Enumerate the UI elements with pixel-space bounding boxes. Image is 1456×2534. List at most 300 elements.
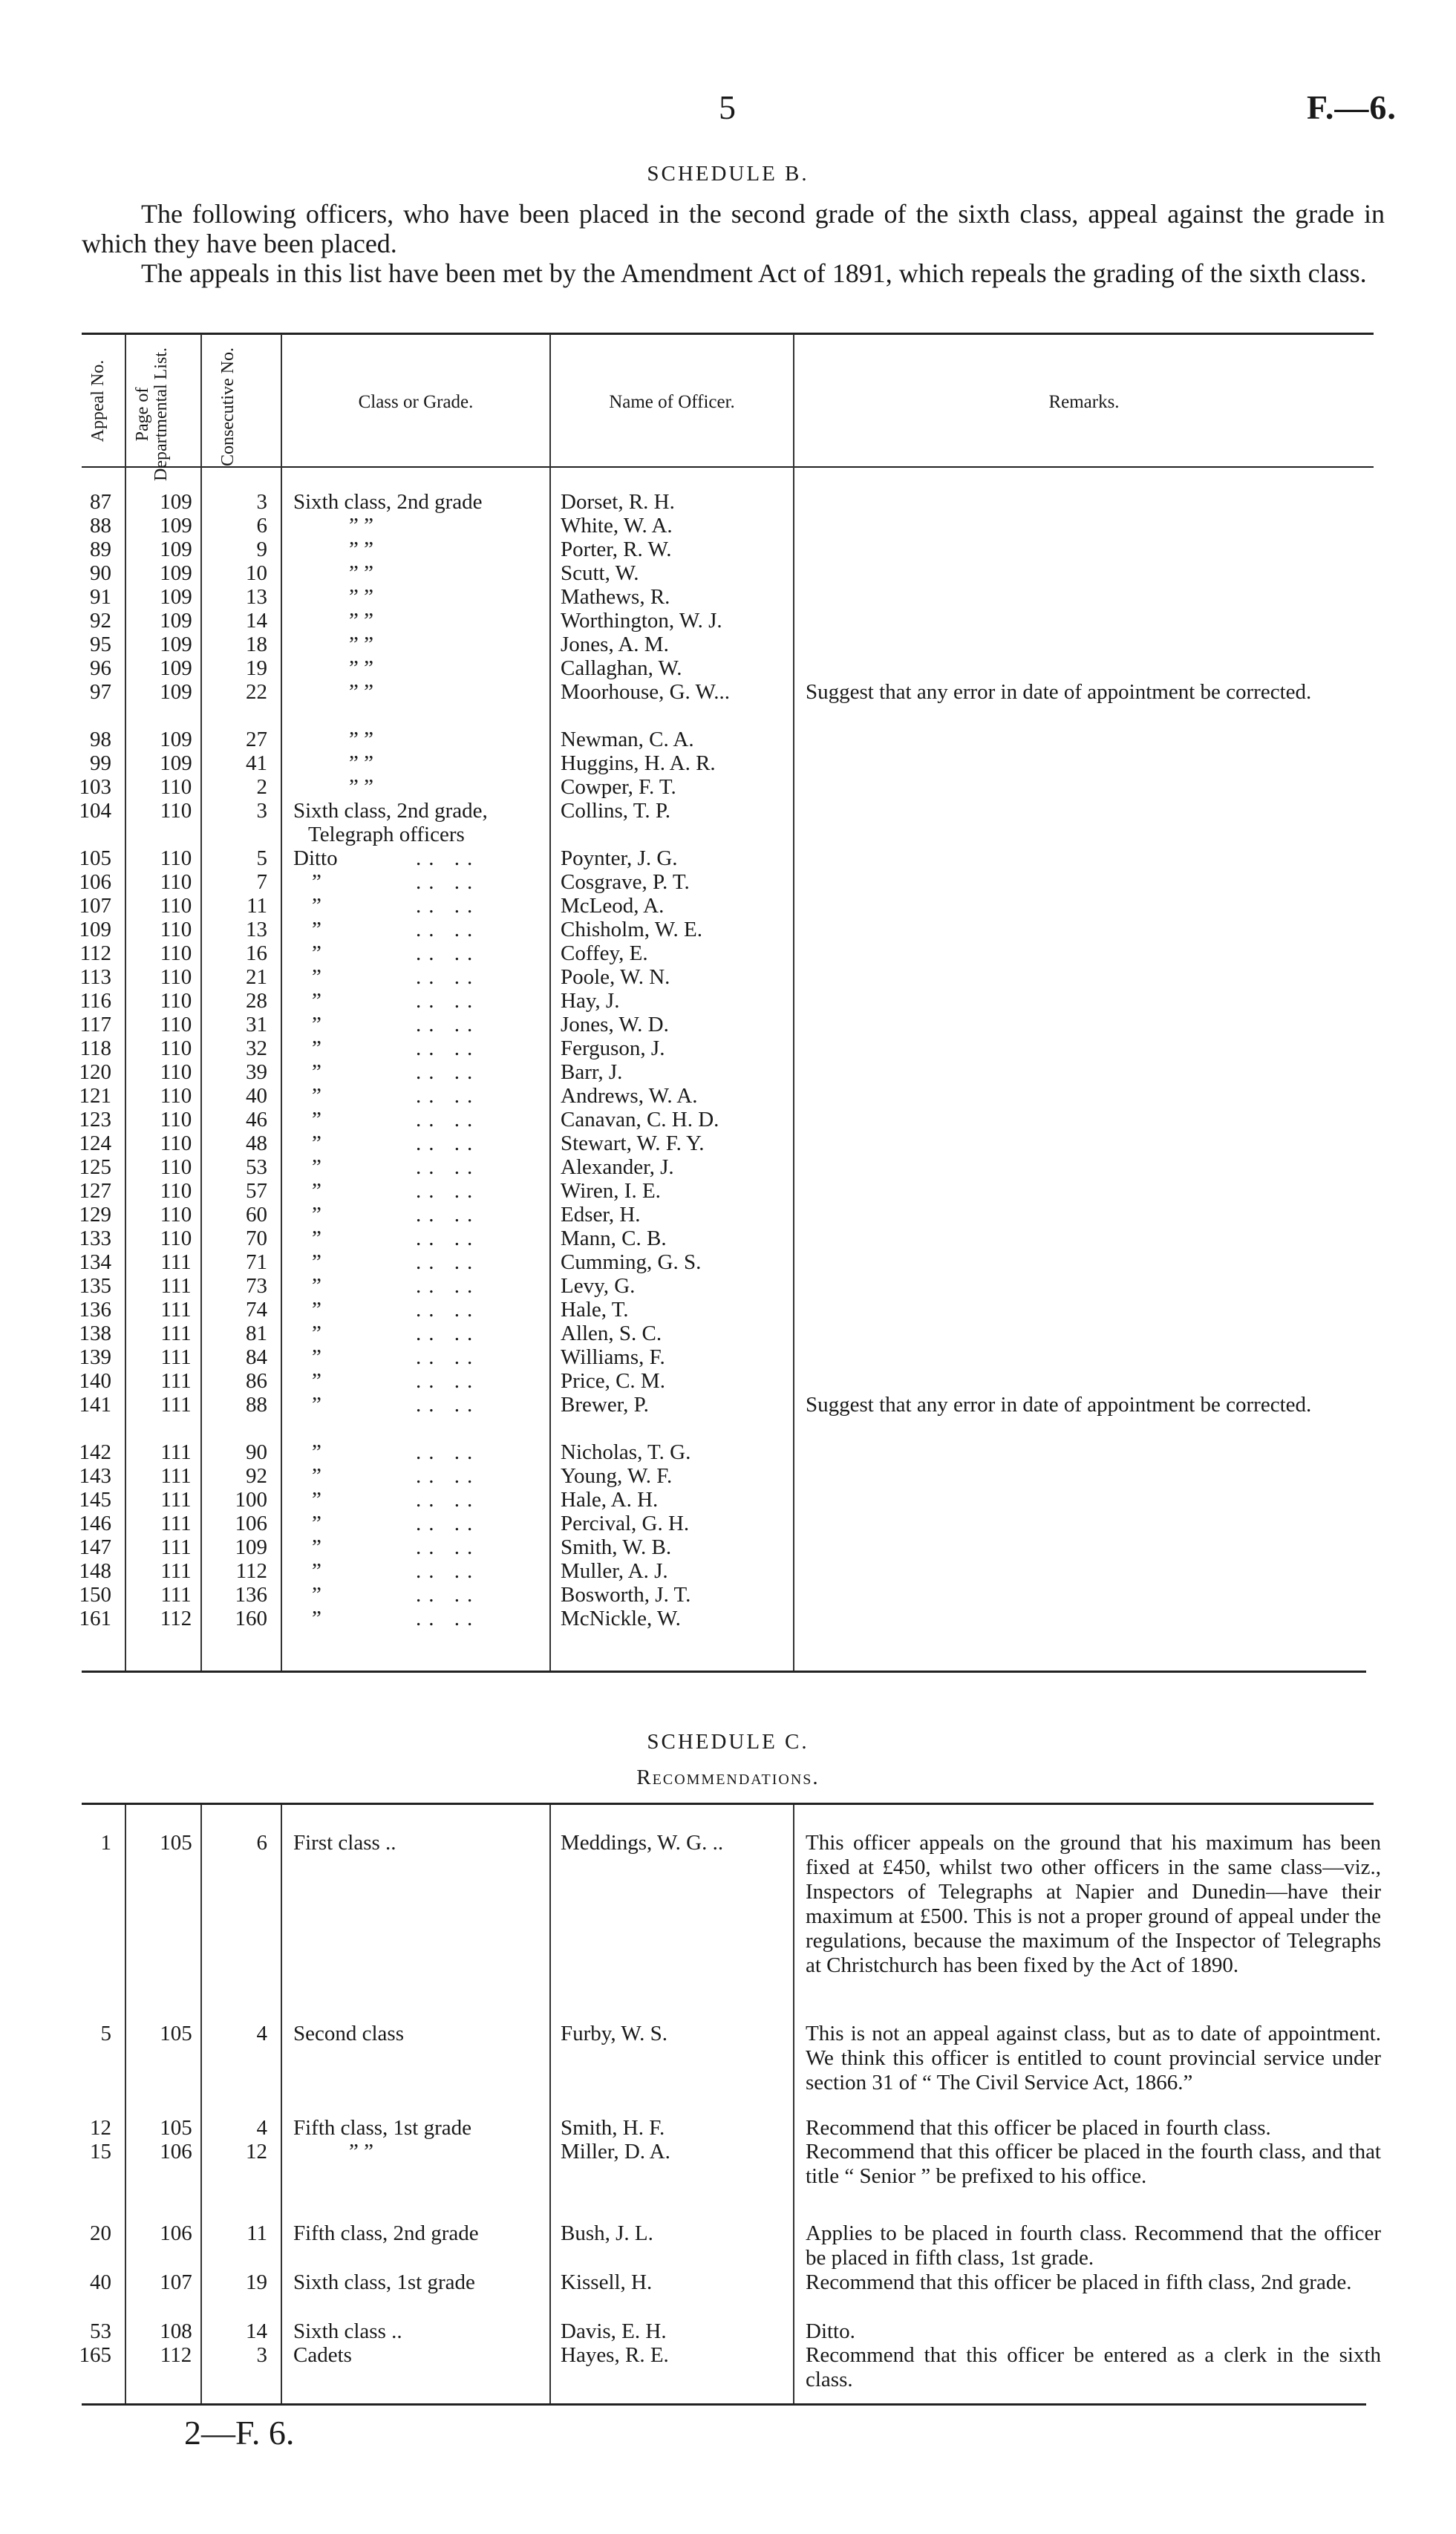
leader-dots: .. .. <box>416 894 480 918</box>
class-grade: ” <box>312 1464 321 1488</box>
appeal-number: 150 <box>79 1583 111 1607</box>
leader-dots: .. .. <box>416 1155 480 1179</box>
class-grade: Fifth class, 2nd grade <box>293 2221 479 2245</box>
officer-name: Jones, W. D. <box>561 1013 669 1036</box>
table-row <box>0 609 1456 633</box>
class-grade: Ditto <box>293 846 338 870</box>
leader-dots: .. .. <box>416 1060 480 1084</box>
page-of-list: 107 <box>160 2270 192 2294</box>
leader-dots: .. .. <box>416 1512 480 1535</box>
appeal-number: 140 <box>79 1369 111 1393</box>
page-of-list: 111 <box>160 1464 192 1488</box>
appeal-number: 88 <box>90 514 111 538</box>
officer-name: Muller, A. J. <box>561 1559 668 1583</box>
appeal-number: 139 <box>79 1345 111 1369</box>
col-divider <box>793 1805 794 2403</box>
consecutive-number: 84 <box>246 1345 267 1369</box>
page-of-list: 111 <box>160 1250 192 1274</box>
remarks-text: This officer appeals on the ground that his maximum has been fixed at £450, whilst two other officers in the same class—viz., Inspectors of Telegraphs at Napier and Dunedin—have their maximum at £500. This is not a proper ground of appeal under the regulations, because the maximum of the Inspector of Telegraphs at Christchurch has been fixed by the Act of 1890. <box>806 1831 1381 1977</box>
consecutive-number: 4 <box>256 2022 267 2045</box>
class-grade: ” <box>312 894 321 918</box>
page-of-list: 110 <box>160 1013 192 1036</box>
class-grade: ” <box>312 941 321 965</box>
page-of-list: 112 <box>160 2343 192 2367</box>
officer-name: McNickle, W. <box>561 1607 681 1630</box>
col-divider <box>200 1805 202 2403</box>
class-grade: ” ” <box>349 585 373 609</box>
page-of-list: 108 <box>160 2319 192 2343</box>
consecutive-number: 13 <box>246 918 267 941</box>
class-grade: Cadets <box>293 2343 352 2367</box>
appeal-number: 109 <box>79 918 111 941</box>
appeal-number: 91 <box>90 585 111 609</box>
consecutive-number: 71 <box>246 1250 267 1274</box>
page-of-list: 109 <box>160 751 192 775</box>
officer-name: Callaghan, W. <box>561 656 682 680</box>
class-grade: ” <box>312 1535 321 1559</box>
consecutive-number: 3 <box>256 2343 267 2367</box>
appeal-number: 118 <box>79 1036 111 1060</box>
appeal-number: 97 <box>90 680 111 704</box>
appeal-number: 146 <box>79 1512 111 1535</box>
appeal-number: 12 <box>90 2116 111 2140</box>
consecutive-number: 4 <box>256 2116 267 2140</box>
consecutive-number: 19 <box>246 656 267 680</box>
class-grade: ” <box>312 989 321 1013</box>
table-row <box>0 656 1456 680</box>
appeal-number: 96 <box>90 656 111 680</box>
table-row-continuation <box>0 823 1456 846</box>
officer-name: Ferguson, J. <box>561 1036 665 1060</box>
consecutive-number: 81 <box>246 1322 267 1345</box>
class-grade: ” <box>312 1036 321 1060</box>
table-c-bottom-rule <box>82 2403 1366 2406</box>
page-of-list: 110 <box>160 918 192 941</box>
consecutive-number: 57 <box>246 1179 267 1203</box>
page-of-list: 105 <box>160 2022 192 2045</box>
appeal-number: 113 <box>79 965 111 989</box>
consecutive-number: 73 <box>246 1274 267 1298</box>
table-row <box>0 1298 1456 1322</box>
page-of-list: 110 <box>160 775 192 799</box>
officer-name: Mathews, R. <box>561 585 670 609</box>
consecutive-number: 112 <box>235 1559 267 1583</box>
consecutive-number: 19 <box>246 2270 267 2294</box>
remarks-text: Applies to be placed in fourth class. Recommend that the officer be placed in fifth class, 1st grade. <box>806 2221 1381 2270</box>
appeal-number: 129 <box>79 1203 111 1227</box>
col-divider <box>125 1805 126 2403</box>
table-row <box>0 1488 1456 1512</box>
intro-paragraph-1: The following officers, who have been placed in the second grade of the sixth class, appeal against the grade in which they have been placed. <box>82 199 1385 258</box>
page-of-list: 111 <box>160 1393 192 1417</box>
page-of-list: 110 <box>160 1179 192 1203</box>
consecutive-number: 11 <box>247 894 267 918</box>
page-of-list: 111 <box>160 1512 192 1535</box>
table-b-bottom-rule <box>82 1671 1366 1673</box>
table-row <box>0 870 1456 894</box>
consecutive-number: 100 <box>235 1488 267 1512</box>
officer-name: Scutt, W. <box>561 561 639 585</box>
officer-name: White, W. A. <box>561 514 673 538</box>
officer-name: Cowper, F. T. <box>561 775 676 799</box>
table-row <box>0 1060 1456 1084</box>
consecutive-number: 3 <box>256 490 267 514</box>
appeal-number: 53 <box>90 2319 111 2343</box>
class-grade: ” <box>312 1179 321 1203</box>
page-of-list: 110 <box>160 1060 192 1084</box>
consecutive-number: 6 <box>256 1831 267 1855</box>
appeal-number: 165 <box>79 2343 111 2367</box>
appeal-number: 1 <box>100 1831 111 1855</box>
officer-name: Kissell, H. <box>561 2270 653 2294</box>
appeal-number: 147 <box>79 1535 111 1559</box>
schedule-c-title: SCHEDULE C. <box>647 1730 809 1754</box>
table-row <box>0 1535 1456 1559</box>
page-of-list: 111 <box>160 1583 192 1607</box>
class-grade: ” <box>312 1108 321 1132</box>
appeal-number: 138 <box>79 1322 111 1345</box>
page-of-list: 109 <box>160 656 192 680</box>
officer-name: Davis, E. H. <box>561 2319 667 2343</box>
appeal-number: 136 <box>79 1298 111 1322</box>
leader-dots: .. .. <box>416 870 480 894</box>
consecutive-number: 9 <box>256 538 267 561</box>
consecutive-number: 22 <box>246 680 267 704</box>
table-row <box>0 1440 1456 1464</box>
table-row <box>0 561 1456 585</box>
officer-name: Cosgrave, P. T. <box>561 870 690 894</box>
printer-signature: 2—F. 6. <box>184 2414 295 2452</box>
officer-name: Price, C. M. <box>561 1369 665 1393</box>
page-of-list: 105 <box>160 2116 192 2140</box>
page-of-list: 110 <box>160 1084 192 1108</box>
appeal-number: 120 <box>79 1060 111 1084</box>
table-row <box>0 1013 1456 1036</box>
consecutive-number: 18 <box>246 633 267 656</box>
table-row <box>0 775 1456 799</box>
class-grade: ” <box>312 1203 321 1227</box>
class-grade: ” <box>312 1345 321 1369</box>
page-of-list: 111 <box>160 1440 192 1464</box>
consecutive-number: 90 <box>246 1440 267 1464</box>
officer-name: Hale, A. H. <box>561 1488 659 1512</box>
officer-name: Jones, A. M. <box>561 633 669 656</box>
class-grade: Sixth class, 2nd grade, <box>293 799 488 823</box>
header-appeal-no: Appeal No. <box>88 359 108 443</box>
class-grade: ” <box>312 1559 321 1583</box>
page-of-list: 111 <box>160 1298 192 1322</box>
header-class-grade: Class or Grade. <box>358 392 474 412</box>
remarks-text: Recommend that this officer be placed in fifth class, 2nd grade. <box>806 2270 1352 2294</box>
class-grade: ” <box>312 1512 321 1535</box>
table-row <box>0 1132 1456 1155</box>
consecutive-number: 46 <box>246 1108 267 1132</box>
appeal-number: 143 <box>79 1464 111 1488</box>
officer-name: Andrews, W. A. <box>561 1084 698 1108</box>
class-grade: ” <box>312 965 321 989</box>
page-of-list: 106 <box>160 2221 192 2245</box>
remarks-text: Suggest that any error in date of appointment be corrected. <box>806 1393 1312 1417</box>
page-of-list: 109 <box>160 538 192 561</box>
consecutive-number: 60 <box>246 1203 267 1227</box>
officer-name: Bosworth, J. T. <box>561 1583 691 1607</box>
appeal-number: 148 <box>79 1559 111 1583</box>
officer-name: Miller, D. A. <box>561 2140 670 2164</box>
header-name: Name of Officer. <box>609 392 735 412</box>
table-row <box>0 728 1456 751</box>
officer-name: Poynter, J. G. <box>561 846 678 870</box>
consecutive-number: 109 <box>235 1535 267 1559</box>
appeal-number: 125 <box>79 1155 111 1179</box>
class-grade: ” <box>312 1132 321 1155</box>
consecutive-number: 5 <box>256 846 267 870</box>
class-grade: ” <box>312 1084 321 1108</box>
consecutive-number: 88 <box>246 1393 267 1417</box>
table-row <box>0 585 1456 609</box>
officer-name: Barr, J. <box>561 1060 623 1084</box>
class-grade: ” <box>312 1298 321 1322</box>
class-grade: ” <box>312 1583 321 1607</box>
officer-name: Nicholas, T. G. <box>561 1440 691 1464</box>
consecutive-number: 14 <box>246 609 267 633</box>
consecutive-number: 14 <box>246 2319 267 2343</box>
class-grade: ” ” <box>349 2140 373 2164</box>
remarks-text: Recommend that this officer be placed in fourth class. <box>806 2116 1271 2140</box>
appeal-number: 104 <box>79 799 111 823</box>
leader-dots: .. .. <box>416 989 480 1013</box>
table-row <box>0 1179 1456 1203</box>
class-grade: ” <box>312 1155 321 1179</box>
table-row <box>0 799 1456 823</box>
consecutive-number: 3 <box>256 799 267 823</box>
consecutive-number: 27 <box>246 728 267 751</box>
class-grade: Sixth class .. <box>293 2319 402 2343</box>
appeal-number: 117 <box>79 1013 111 1036</box>
consecutive-number: 86 <box>246 1369 267 1393</box>
class-grade: ” <box>312 1250 321 1274</box>
consecutive-number: 28 <box>246 989 267 1013</box>
class-grade: ” <box>312 870 321 894</box>
schedule-b-intro <box>82 199 1385 288</box>
appeal-number: 161 <box>79 1607 111 1630</box>
class-grade: ” ” <box>349 728 373 751</box>
page-of-list: 110 <box>160 1036 192 1060</box>
class-grade: ” <box>312 1227 321 1250</box>
officer-name: Furby, W. S. <box>561 2022 667 2045</box>
consecutive-number: 39 <box>246 1060 267 1084</box>
page-of-list: 110 <box>160 1203 192 1227</box>
table-row <box>0 1227 1456 1250</box>
remarks-text: Suggest that any error in date of appointment be corrected. <box>806 680 1312 704</box>
table-row <box>0 918 1456 941</box>
leader-dots: .. .. <box>416 1345 480 1369</box>
appeal-number: 124 <box>79 1132 111 1155</box>
table-b-top-rule <box>82 333 1374 335</box>
class-grade: ” <box>312 1440 321 1464</box>
officer-name: Hayes, R. E. <box>561 2343 669 2367</box>
table-row <box>0 680 1456 704</box>
table-row <box>0 1393 1456 1417</box>
class-grade: ” <box>312 1488 321 1512</box>
appeal-number: 123 <box>79 1108 111 1132</box>
class-grade: ” <box>312 1322 321 1345</box>
class-grade: ” ” <box>349 680 373 704</box>
table-c-top-rule <box>82 1803 1374 1805</box>
table-row <box>0 941 1456 965</box>
class-grade: ” ” <box>349 609 373 633</box>
consecutive-number: 74 <box>246 1298 267 1322</box>
officer-name: Moorhouse, G. W... <box>561 680 730 704</box>
leader-dots: .. .. <box>416 846 480 870</box>
page-of-list: 109 <box>160 609 192 633</box>
table-row <box>0 989 1456 1013</box>
page-of-list: 110 <box>160 965 192 989</box>
page-of-list: 109 <box>160 585 192 609</box>
page-of-list: 110 <box>160 799 192 823</box>
header-page-list: Page of Departmental List. <box>133 347 171 481</box>
officer-name: Huggins, H. A. R. <box>561 751 716 775</box>
schedule-b-title: SCHEDULE B. <box>647 162 809 186</box>
appeal-number: 5 <box>100 2022 111 2045</box>
leader-dots: .. .. <box>416 1559 480 1583</box>
page-of-list: 110 <box>160 894 192 918</box>
table-row <box>0 1108 1456 1132</box>
intro-paragraph-2: The appeals in this list have been met by the Amendment Act of 1891, which repeals the grading of the sixth class. <box>141 258 1367 288</box>
page-of-list: 110 <box>160 870 192 894</box>
appeal-number: 133 <box>79 1227 111 1250</box>
class-grade: ” ” <box>349 561 373 585</box>
page-of-list: 110 <box>160 1132 192 1155</box>
officer-name: Smith, W. B. <box>561 1535 672 1559</box>
officer-name: McLeod, A. <box>561 894 665 918</box>
appeal-number: 87 <box>90 490 111 514</box>
class-grade: ” ” <box>349 656 373 680</box>
class-grade: ” ” <box>349 633 373 656</box>
page-of-list: 109 <box>160 728 192 751</box>
consecutive-number: 106 <box>235 1512 267 1535</box>
page-of-list: 111 <box>160 1535 192 1559</box>
appeal-number: 121 <box>79 1084 111 1108</box>
table-row <box>0 1345 1456 1369</box>
leader-dots: .. .. <box>416 918 480 941</box>
table-row <box>0 751 1456 775</box>
consecutive-number: 48 <box>246 1132 267 1155</box>
officer-name: Cumming, G. S. <box>561 1250 702 1274</box>
table-row <box>0 1464 1456 1488</box>
table-row <box>0 1155 1456 1179</box>
consecutive-number: 2 <box>256 775 267 799</box>
page-number: 5 <box>719 88 736 126</box>
table-row <box>0 846 1456 870</box>
table-row <box>0 490 1456 514</box>
officer-name: Allen, S. C. <box>561 1322 662 1345</box>
consecutive-number: 6 <box>256 514 267 538</box>
class-grade: Sixth class, 1st grade <box>293 2270 475 2294</box>
officer-name: Dorset, R. H. <box>561 490 675 514</box>
officer-name: Newman, C. A. <box>561 728 694 751</box>
table-row <box>0 1512 1456 1535</box>
consecutive-number: 13 <box>246 585 267 609</box>
page-of-list: 109 <box>160 680 192 704</box>
remarks-text: Recommend that this officer be entered as a clerk in the sixth class. <box>806 2343 1381 2391</box>
page-of-list: 110 <box>160 941 192 965</box>
table-b-header-rule <box>82 466 1374 468</box>
table-row <box>0 1322 1456 1345</box>
consecutive-number: 160 <box>235 1607 267 1630</box>
class-grade: Second class <box>293 2022 404 2045</box>
page-of-list: 110 <box>160 846 192 870</box>
officer-name: Hale, T. <box>561 1298 629 1322</box>
class-grade: ” <box>312 1369 321 1393</box>
leader-dots: .. .. <box>416 1084 480 1108</box>
remarks-text: Recommend that this officer be placed in the fourth class, and that title “ Senior ” be prefixed to his office. <box>806 2140 1381 2188</box>
page-of-list: 106 <box>160 2140 192 2164</box>
officer-name: Hay, J. <box>561 989 620 1013</box>
leader-dots: .. .. <box>416 1132 480 1155</box>
header-consecutive: Consecutive No. <box>218 347 238 466</box>
table-row <box>0 894 1456 918</box>
appeal-number: 106 <box>79 870 111 894</box>
officer-name: Meddings, W. G. .. <box>561 1831 724 1855</box>
leader-dots: .. .. <box>416 1488 480 1512</box>
appeal-number: 98 <box>90 728 111 751</box>
remarks-text: This is not an appeal against class, but as to date of appointment. We think this officer is entitled to count provincial service under section 31 of “ The Civil Service Act, 1866.” <box>806 2022 1381 2094</box>
table-row <box>0 1607 1456 1630</box>
table-row <box>0 1369 1456 1393</box>
officer-name: Edser, H. <box>561 1203 641 1227</box>
schedule-c-subtitle: Recommendations. <box>636 1766 820 1789</box>
appeal-number: 95 <box>90 633 111 656</box>
class-grade: ” <box>312 1393 321 1417</box>
appeal-number: 15 <box>90 2140 111 2164</box>
class-grade: ” ” <box>349 751 373 775</box>
officer-name: Poole, W. N. <box>561 965 670 989</box>
leader-dots: .. .. <box>416 1464 480 1488</box>
consecutive-number: 40 <box>246 1084 267 1108</box>
officer-name: Porter, R. W. <box>561 538 672 561</box>
consecutive-number: 12 <box>246 2140 267 2164</box>
page-of-list: 111 <box>160 1488 192 1512</box>
col-divider <box>281 1805 282 2403</box>
table-row <box>0 1084 1456 1108</box>
leader-dots: .. .. <box>416 1607 480 1630</box>
officer-name: Williams, F. <box>561 1345 665 1369</box>
table-row <box>0 514 1456 538</box>
page-of-list: 110 <box>160 1227 192 1250</box>
appeal-number: 107 <box>79 894 111 918</box>
officer-name: Young, W. F. <box>561 1464 673 1488</box>
class-grade: ” <box>312 1274 321 1298</box>
appeal-number: 103 <box>79 775 111 799</box>
class-grade: ” ” <box>349 775 373 799</box>
officer-name: Collins, T. P. <box>561 799 671 823</box>
class-grade: ” <box>312 1060 321 1084</box>
consecutive-number: 41 <box>246 751 267 775</box>
officer-name: Coffey, E. <box>561 941 648 965</box>
consecutive-number: 32 <box>246 1036 267 1060</box>
appeal-number: 40 <box>90 2270 111 2294</box>
consecutive-number: 31 <box>246 1013 267 1036</box>
officer-name: Stewart, W. F. Y. <box>561 1132 705 1155</box>
class-grade: First class .. <box>293 1831 396 1855</box>
officer-name: Wiren, I. E. <box>561 1179 661 1203</box>
appeal-number: 141 <box>79 1393 111 1417</box>
leader-dots: .. .. <box>416 1393 480 1417</box>
page-of-list: 110 <box>160 989 192 1013</box>
consecutive-number: 136 <box>235 1583 267 1607</box>
table-row <box>0 633 1456 656</box>
class-grade: Sixth class, 2nd grade <box>293 490 483 514</box>
